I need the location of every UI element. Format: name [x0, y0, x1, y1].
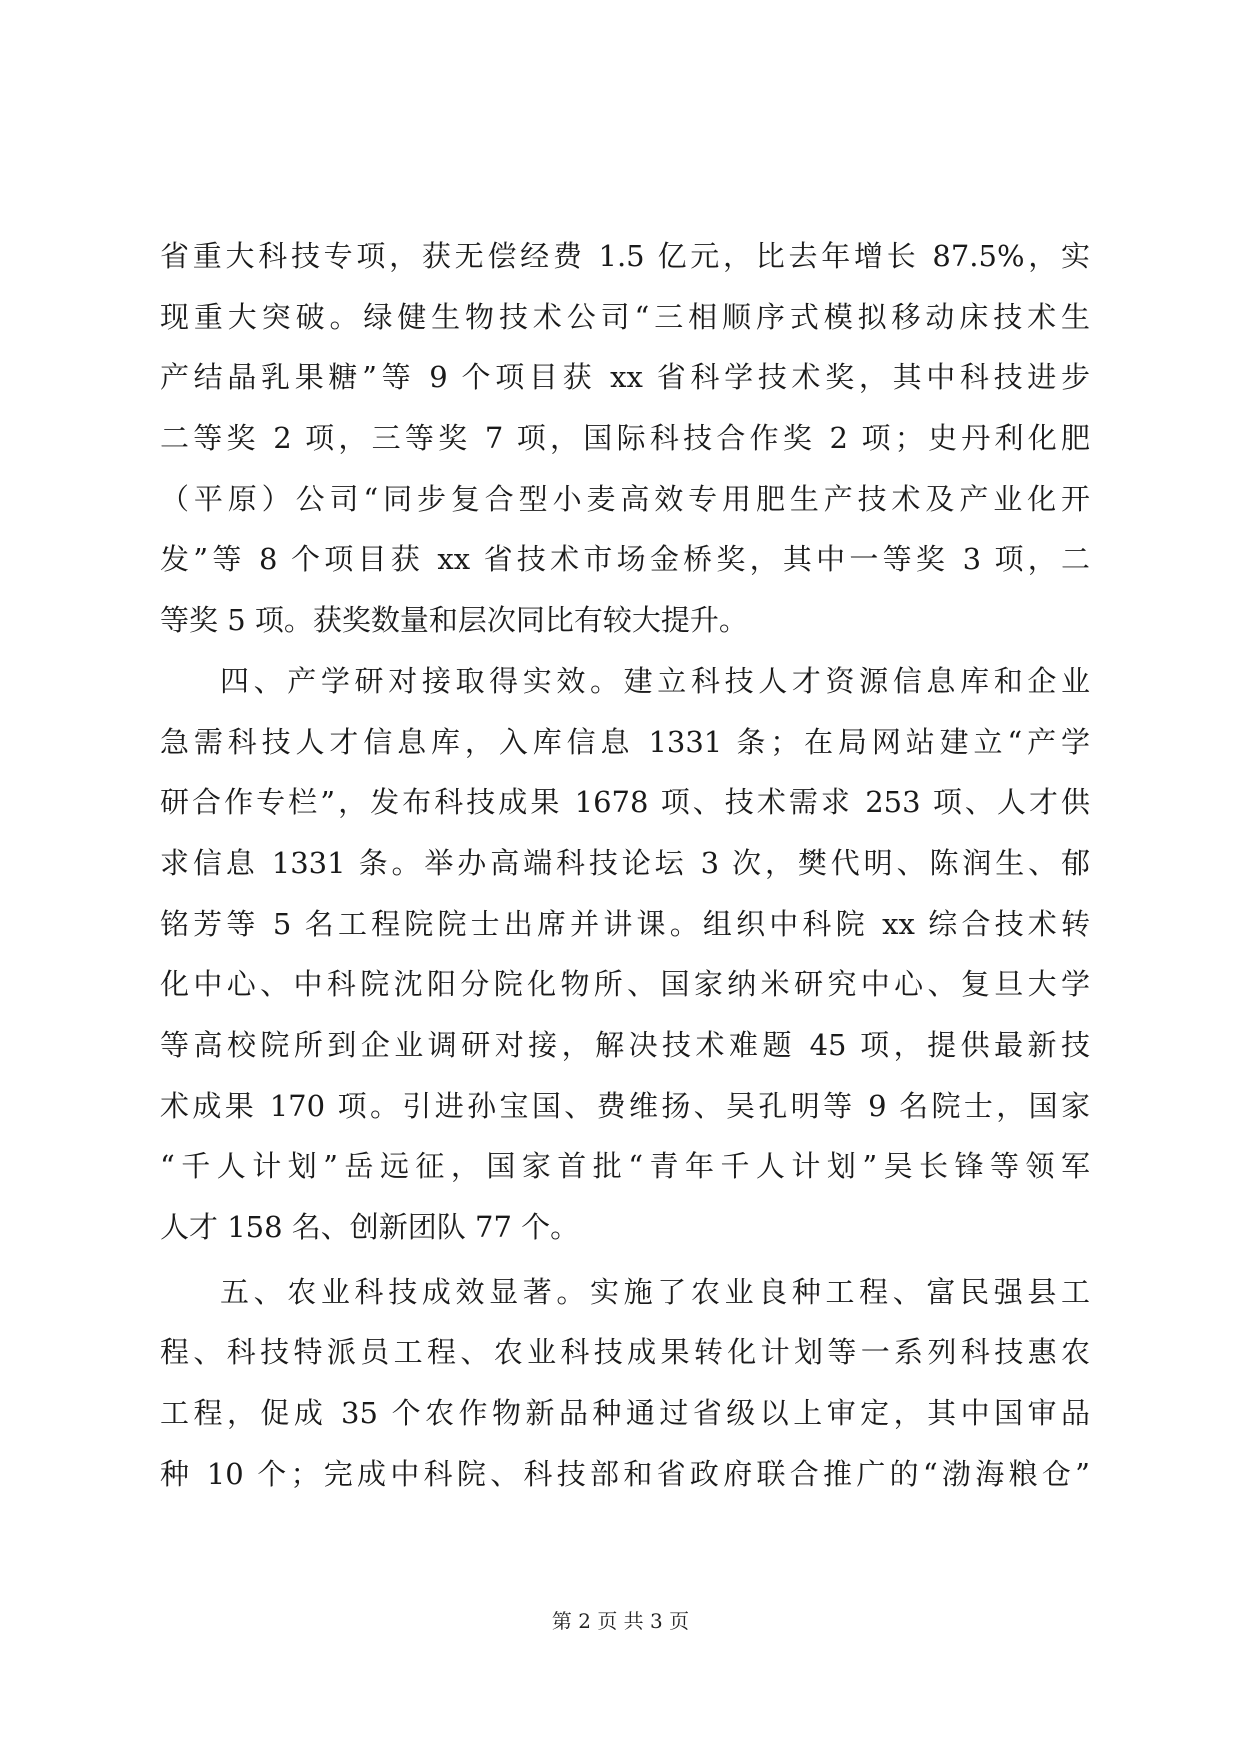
page-footer [0, 1605, 1241, 1634]
text-line: 人才 158 名、创新团队 77 个。 [160, 1210, 580, 1244]
paragraph-start-line: 五、农业科技成效显著。实施了农业良种工程、富民强县工 [220, 1274, 1090, 1309]
text-line: “千人计划”岳远征，国家首批“青年千人计划”吴长锋等领军 [160, 1149, 1090, 1184]
text-line: 二等奖 2 项，三等奖 7 项，国际科技合作奖 2 项；史丹利化肥 [160, 421, 1090, 456]
paragraph-start-line: 四、产学研对接取得实效。建立科技人才资源信息库和企业 [220, 663, 1090, 698]
text-line: 术成果 170 项。引进孙宝国、费维扬、吴孔明等 9 名院士，国家 [160, 1088, 1090, 1123]
body-text [160, 226, 1090, 1504]
text-line: 工程，促成 35 个农作物新品种通过省级以上审定，其中国审品 [160, 1396, 1090, 1431]
page-number-label: 第 2 页 共 3 页 [551, 1609, 690, 1633]
text-line: （平原）公司“同步复合型小麦高效专用肥生产技术及产业化开 [160, 481, 1090, 516]
text-line: 等奖 5 项。获奖数量和层次同比有较大提升。 [160, 603, 748, 638]
text-line: 省重大科技专项，获无偿经费 1.5 亿元，比去年增长 87.5%，实 [160, 239, 1090, 273]
text-line: 等高校院所到企业调研对接，解决技术难题 45 项，提供最新技 [160, 1027, 1090, 1062]
text-line: 现重大突破。绿健生物技术公司“三相顺序式模拟移动床技术生 [160, 299, 1090, 334]
text-line: 程、科技特派员工程、农业科技成果转化计划等一系列科技惠农 [160, 1335, 1090, 1370]
text-line: 化中心、中科院沈阳分院化物所、国家纳米研究中心、复旦大学 [160, 967, 1090, 1002]
text-line: 发”等 8 个项目获 xx 省技术市场金桥奖，其中一等奖 3 项，二 [160, 542, 1090, 577]
text-line: 种 10 个；完成中科院、科技部和省政府联合推广的“渤海粮仓” [160, 1456, 1090, 1491]
text-line: 研合作专栏”，发布科技成果 1678 项、技术需求 253 项、人才供 [160, 785, 1090, 820]
text-line: 铭芳等 5 名工程院院士出席并讲课。组织中科院 xx 综合技术转 [160, 906, 1090, 941]
text-line: 求信息 1331 条。举办高端科技论坛 3 次，樊代明、陈润生、郁 [160, 845, 1090, 880]
text-line: 产结晶乳果糖”等 9 个项目获 xx 省科学技术奖，其中科技进步 [160, 360, 1090, 395]
text-line: 急需科技人才信息库，入库信息 1331 条；在局网站建立“产学 [160, 724, 1090, 759]
